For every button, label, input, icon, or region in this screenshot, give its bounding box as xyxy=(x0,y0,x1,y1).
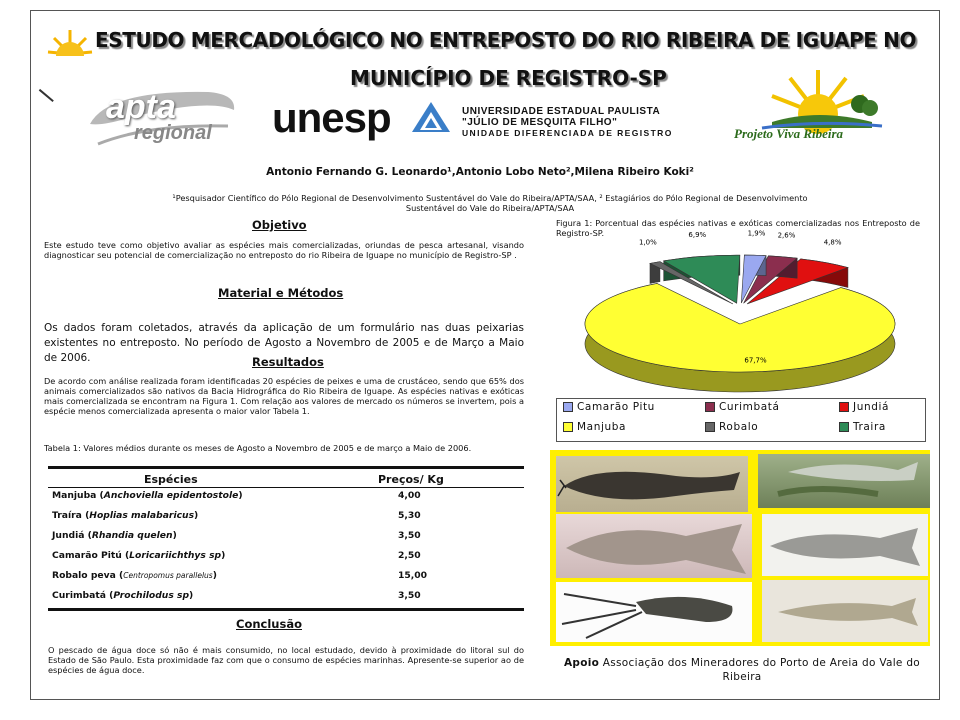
unesp-logo xyxy=(272,94,712,148)
viva-ribeira-text: Projeto Viva Ribeira xyxy=(734,126,844,141)
metodos-heading: Material e Métodos xyxy=(218,286,344,300)
unesp-name-line1: UNIVERSIDADE ESTADUAL PAULISTA xyxy=(462,106,661,117)
legend-label: Robalo xyxy=(719,421,759,433)
species-price: 2,50 xyxy=(398,550,421,561)
unesp-text: unesp xyxy=(272,94,391,141)
legend-swatch xyxy=(839,422,849,432)
pie-value-label: 1,9% xyxy=(747,229,766,238)
legend-item xyxy=(563,401,655,413)
pie-slice-manjuba xyxy=(585,283,895,392)
col-price-header: Preços/ Kg xyxy=(378,473,444,486)
resultados-text: De acordo com análise realizada foram identificadas 20 espécies de peixes e uma de crustáceo, sendo que 65% dos animais comercializados são nativos da Bacia Hidrográfica do Rio Ribeira de Iguape. As espécies nativas e exóticas mais comercializada se encontram na Figura 1. Com relação aos valores de mercado os números se invertem, pois a espécie menos comercializada apresenta o maior valor Tabela 1. xyxy=(44,376,524,416)
objetivo-text: Este estudo teve como objetivo avaliar as espécies mais comercializadas, oriundas de pesca artesanal, visando diagnosticar seu potencial de comercialização no entreposto do rio Ribeira de Iguape no município de Registro-SP . xyxy=(44,240,524,260)
species-close-paren: ) xyxy=(221,550,226,561)
legend-item xyxy=(705,401,780,413)
legend-item xyxy=(705,421,758,433)
table-caption: Tabela 1: Valores médios durante os meses de Agosto a Novembro de 2005 e de março a Maio de 2006. xyxy=(44,443,472,453)
unesp-name-line2: "JÚLIO DE MESQUITA FILHO" xyxy=(462,117,618,128)
unesp-triangles-icon xyxy=(410,100,452,134)
species-name xyxy=(52,490,243,501)
species-close-paren: ) xyxy=(238,490,243,501)
legend-label: Curimbatá xyxy=(719,401,780,413)
species-scientific-name: Prochilodus sp xyxy=(113,590,190,601)
apoio-block xyxy=(552,656,932,684)
pie-value-label: 6,9% xyxy=(688,230,707,239)
apoio-label: Apoio xyxy=(563,657,600,669)
affiliation: ¹Pesquisador Científico do Pólo Regional de Desenvolvimento Sustentável do Vale do Ribeira/APTA/SAA, ² Estagiários do Pólo Regional de Desenvolvimento Sustentável do Vale do Ribeira/APTA/SAA xyxy=(172,193,808,213)
catfish-photo xyxy=(556,456,748,512)
table-row xyxy=(48,588,524,608)
table-row xyxy=(48,568,524,588)
species-name xyxy=(52,510,198,521)
species-name xyxy=(52,590,193,601)
shrimp-photo xyxy=(556,582,752,642)
species-common-name: Camarão Pitú ( xyxy=(52,550,130,561)
manjuba-photo xyxy=(762,580,928,642)
species-common-name: Traíra ( xyxy=(52,510,90,521)
table-row xyxy=(48,508,524,528)
species-price: 3,50 xyxy=(398,590,421,601)
curimbata-icon xyxy=(556,514,752,578)
sun-logo-icon xyxy=(46,26,94,60)
apta-sub-text: regional xyxy=(134,122,212,144)
legend-label: Traira xyxy=(853,421,886,433)
apoio-text: Associação dos Mineradores do Porto de Areia do Vale do Ribeira xyxy=(599,657,921,683)
species-common-name: Curimbatá ( xyxy=(52,590,114,601)
robalo-icon xyxy=(762,514,928,576)
species-price: 3,50 xyxy=(398,530,421,541)
prices-table xyxy=(48,466,524,611)
table-row xyxy=(48,488,524,508)
chart-legend xyxy=(556,398,926,442)
figure-caption: Figura 1: Porcentual das espécies nativas e exóticas comercializadas nos Entreposto de Registro-SP. xyxy=(556,218,920,238)
legend-swatch xyxy=(705,402,715,412)
pie-value-label: 67,7% xyxy=(744,356,767,365)
legend-swatch xyxy=(839,402,849,412)
legend-swatch xyxy=(563,422,573,432)
table-row xyxy=(48,548,524,568)
catfish-icon xyxy=(556,456,748,512)
species-pie-chart xyxy=(550,229,930,394)
legend-label: Jundiá xyxy=(853,401,890,413)
legend-swatch xyxy=(705,422,715,432)
species-common-name: Manjuba ( xyxy=(52,490,104,501)
viva-ribeira-logo xyxy=(732,64,912,150)
resultados-heading: Resultados xyxy=(252,355,324,369)
swimming-fish-photo xyxy=(758,454,930,508)
pie-value-label: 2,6% xyxy=(777,231,796,240)
legend-label: Manjuba xyxy=(577,421,627,433)
poster-title-line1: ESTUDO MERCADOLÓGICO NO ENTREPOSTO DO RIO RIBEIRA DE IGUAPE NO xyxy=(95,28,917,52)
species-scientific-name: Anchoviella epidentostole xyxy=(103,490,239,501)
apta-text: apta xyxy=(106,88,176,126)
curimbata-photo xyxy=(556,514,752,578)
authors: Antonio Fernando G. Leonardo¹,Antonio Lobo Neto²,Milena Ribeiro Koki² xyxy=(266,166,694,178)
species-common-name: Jundiá ( xyxy=(52,530,92,541)
legend-swatch xyxy=(563,402,573,412)
species-name xyxy=(52,550,225,561)
legend-item xyxy=(839,401,889,413)
species-scientific-name: Rhandia quelen xyxy=(91,530,173,541)
species-scientific-name: Centropomus parallelus xyxy=(123,571,213,580)
species-common-name: Robalo peva ( xyxy=(52,570,124,581)
robalo-photo xyxy=(762,514,928,576)
species-close-paren: ) xyxy=(172,530,177,541)
metodos-text: Os dados foram coletados, através da aplicação de um formulário nas duas peixarias existentes no entreposto. No período de Agosto a Novembro de 2005 e de Março a Maio de 2006. xyxy=(44,322,524,364)
legend-label: Camarão Pitu xyxy=(577,401,655,413)
species-name xyxy=(52,570,217,581)
conclusao-heading: Conclusão xyxy=(236,617,302,631)
apta-logo xyxy=(88,84,238,148)
unesp-name-line3: UNIDADE DIFERENCIADA DE REGISTRO xyxy=(462,128,673,138)
legend-item xyxy=(839,421,886,433)
species-price: 15,00 xyxy=(398,570,428,581)
species-close-paren: ) xyxy=(212,570,217,581)
poster-title-line2: MUNICÍPIO DE REGISTRO-SP xyxy=(350,66,667,90)
swimming-fish-icon xyxy=(758,454,930,508)
objetivo-heading: Objetivo xyxy=(252,218,307,232)
shrimp-icon xyxy=(556,582,752,642)
legend-item xyxy=(563,421,626,433)
species-scientific-name: Hoplias malabaricus xyxy=(89,510,195,521)
species-scientific-name: Loricariichthys sp xyxy=(129,550,222,561)
table-row xyxy=(48,528,524,548)
col-species-header: Espécies xyxy=(144,473,198,486)
species-price: 5,30 xyxy=(398,510,421,521)
manjuba-icon xyxy=(762,580,928,642)
species-close-paren: ) xyxy=(194,510,199,521)
conclusao-text: O pescado de água doce só não é mais consumido, no local estudado, devido à proximidade do litoral sul do Estado de São Paulo. Esta proximidade faz com que o consumo de espécies marinhas. Apresente-se superior ao de espécies de água doce. xyxy=(48,645,524,675)
species-price: 4,00 xyxy=(398,490,421,501)
pie-value-label: 1,0% xyxy=(638,238,657,247)
species-close-paren: ) xyxy=(189,590,194,601)
species-name xyxy=(52,530,177,541)
pie-value-label: 4,8% xyxy=(823,238,842,247)
